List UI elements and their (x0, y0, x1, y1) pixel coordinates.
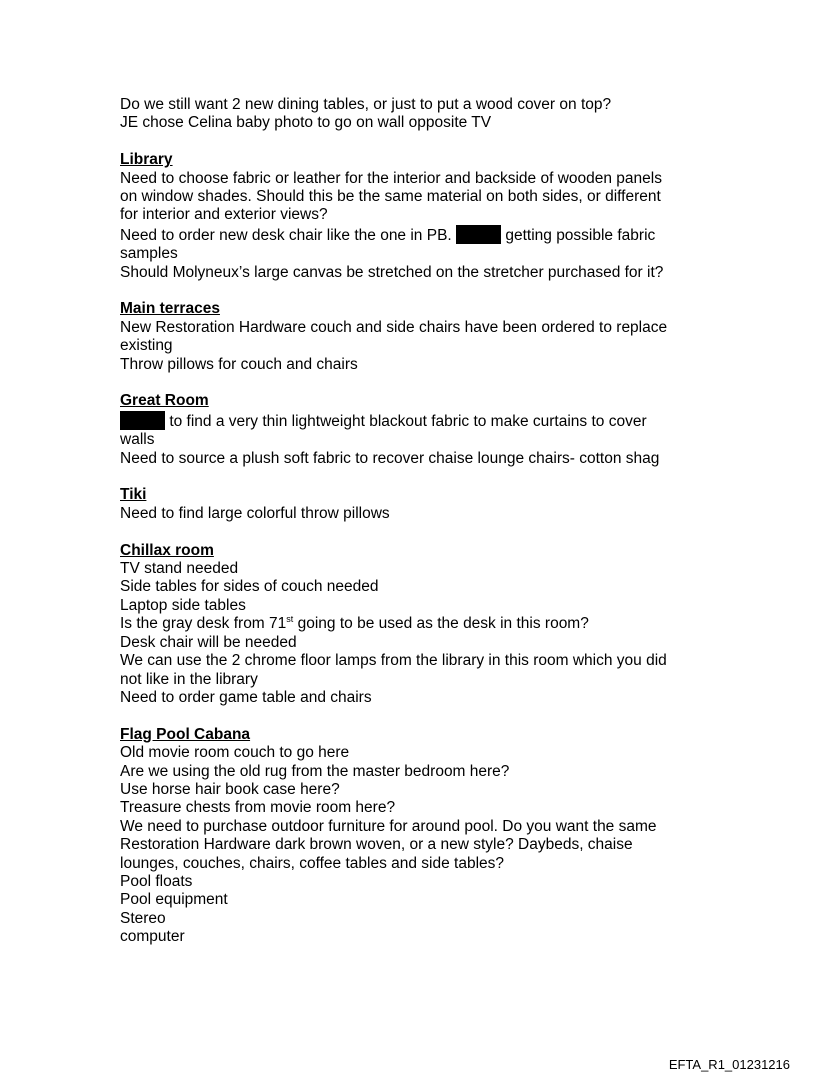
ordinal-suffix: st (286, 614, 294, 625)
section-heading-tiki: Tiki (120, 486, 147, 504)
text-line: Restoration Hardware dark brown woven, or a new style? Daybeds, chaise (120, 836, 633, 854)
text-line: computer (120, 928, 185, 946)
text-line: samples (120, 245, 178, 263)
text-line (120, 225, 700, 245)
text-line: Need to choose fabric or leather for the interior and backside of wooden panels (120, 169, 662, 187)
text-line: Need to source a plush soft fabric to recover chaise lounge chairs- cotton shag (120, 449, 660, 467)
section-heading-flag-pool-cabana: Flag Pool Cabana (120, 725, 251, 743)
text-line: Do we still want 2 new dining tables, or just to put a wood cover on top? (120, 96, 612, 113)
text-line: Throw pillows for couch and chairs (120, 355, 358, 373)
text-line (120, 615, 700, 633)
text-fragment: Need to order new desk chair like the one in PB. (120, 226, 452, 244)
text-line: Old movie room couch to go here (120, 744, 350, 762)
text-line: lounges, couches, chairs, coffee tables and side tables? (120, 854, 505, 872)
great-room-section (120, 392, 700, 468)
text-line: Stereo (120, 909, 166, 927)
library-section (120, 151, 700, 282)
redaction-box (120, 411, 165, 430)
text-line: Need to find large colorful throw pillows (120, 504, 390, 522)
redaction-box (456, 225, 501, 244)
tiki-section (120, 486, 700, 523)
text-line: Side tables for sides of couch needed (120, 578, 379, 596)
document-page (120, 96, 700, 947)
text-fragment: Is the gray desk from 71 (120, 615, 287, 633)
section-heading-main-terraces: Main terraces (120, 300, 220, 318)
main-terraces-section (120, 300, 700, 374)
text-line: Pool floats (120, 872, 193, 890)
text-line: on window shades. Should this be the same material on both sides, or different (120, 188, 661, 206)
text-line: We can use the 2 chrome floor lamps from the library in this room which you did (120, 652, 667, 670)
text-line: Treasure chests from movie room here? (120, 799, 396, 817)
text-line: Pool equipment (120, 891, 228, 909)
text-line: Are we using the old rug from the master bedroom here? (120, 762, 510, 780)
text-line: Laptop side tables (120, 596, 246, 614)
section-heading-chillax-room: Chillax room (120, 541, 214, 559)
text-line: JE chose Celina baby photo to go on wall opposite TV (120, 114, 492, 132)
text-line: walls (120, 431, 155, 449)
text-line: New Restoration Hardware couch and side chairs have been ordered to replace (120, 318, 668, 336)
chillax-room-section (120, 542, 700, 708)
text-fragment: going to be used as the desk in this room? (293, 615, 589, 633)
text-line: for interior and exterior views? (120, 206, 328, 224)
text-line: Use horse hair book case here? (120, 780, 340, 798)
text-line: TV stand needed (120, 560, 239, 578)
text-line (120, 411, 700, 431)
text-line: Desk chair will be needed (120, 633, 297, 651)
section-heading-library: Library (120, 151, 173, 169)
text-line: Should Molyneux’s large canvas be stretched on the stretcher purchased for it? (120, 263, 664, 281)
document-id-footer: EFTA_R1_01231216 (668, 1057, 790, 1072)
text-line: We need to purchase outdoor furniture for around pool. Do you want the same (120, 817, 657, 835)
intro-section (120, 96, 700, 133)
text-fragment: to find a very thin lightweight blackout fabric to make curtains to cover (169, 412, 647, 430)
section-heading-great-room: Great Room (120, 392, 209, 410)
flag-pool-cabana-section (120, 726, 700, 947)
text-line: existing (120, 337, 173, 355)
text-line: Need to order game table and chairs (120, 688, 372, 706)
text-fragment: getting possible fabric (505, 226, 656, 244)
text-line: not like in the library (120, 670, 258, 688)
